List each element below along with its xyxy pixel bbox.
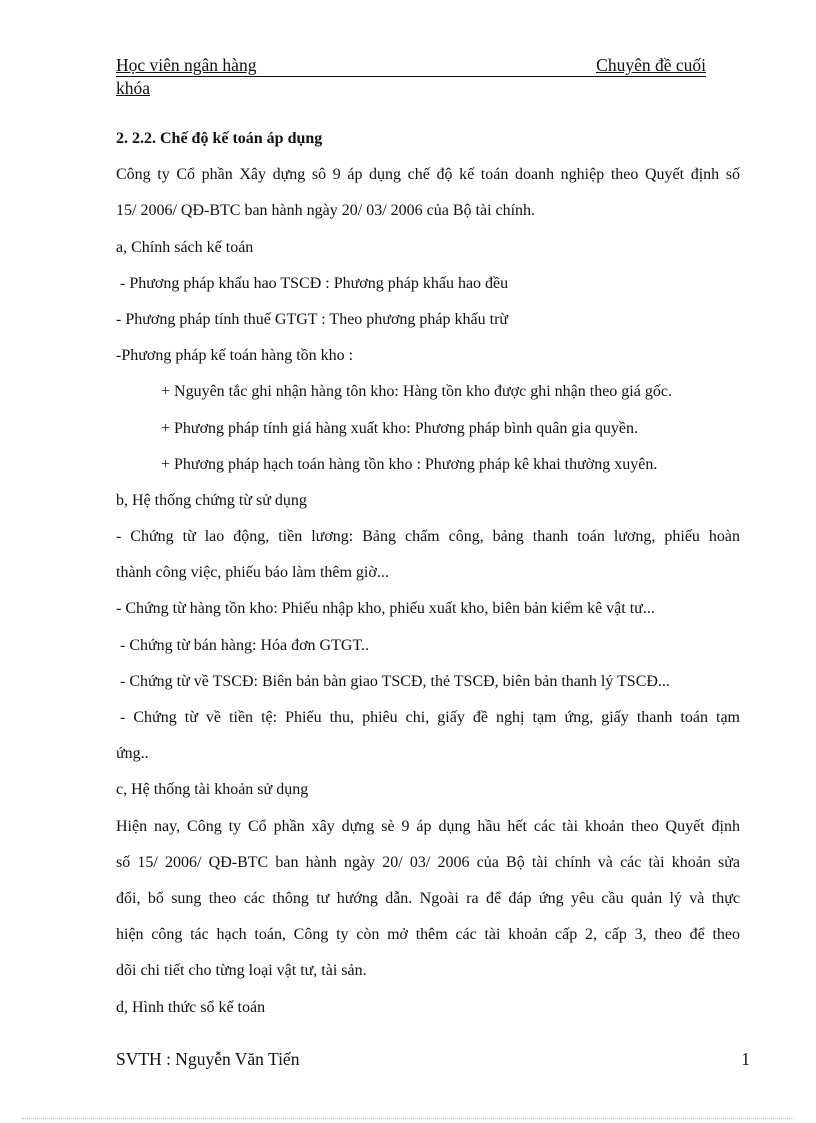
header-report-type: Chuyên đề cuối xyxy=(596,55,706,75)
subsection-title: d, Hình thức sổ kế toán xyxy=(116,998,266,1016)
subsection-title: b, Hệ thống chứng từ sử dụng xyxy=(116,491,307,509)
list-item: - Chứng từ về TSCĐ: Biên bản bàn giao TSCĐ, thẻ TSCĐ, biên bản thanh lý TSCĐ... xyxy=(120,672,670,690)
page-number: 1 xyxy=(741,1049,750,1069)
sub-list-item: + Phương pháp hạch toán hàng tồn kho : Phương pháp kê khai thường xuyên. xyxy=(161,455,658,473)
list-item: - Chứng từ về tiền tệ: Phiếu thu, phiêu chi, giấy đề nghị tạm ứng, giấy thanh toán tạm xyxy=(120,709,740,726)
subsection-title: c, Hệ thống tài khoản sử dụng xyxy=(116,781,309,799)
page-footer xyxy=(116,1049,750,1070)
student-name: SVTH : Nguyễn Văn Tiến xyxy=(116,1049,300,1069)
paragraph-line: số 15/ 2006/ QĐ-BTC ban hành ngày 20/ 03/ 2006 của Bộ tài chính và các tài khoản sửa xyxy=(116,853,740,871)
paragraph-line: đổi, bổ sung theo các thông tư hướng dẫn. Ngoài ra để đáp ứng yêu cầu quản lý và thực xyxy=(116,889,740,907)
subsection-title: a, Chính sách kế toán xyxy=(116,238,254,256)
header-line xyxy=(116,54,706,77)
paragraph-line: dõi chi tiết cho từng loại vật tư, tài sản. xyxy=(116,962,367,980)
sub-list-item: + Phương pháp tính giá hàng xuất kho: Phương pháp bình quân gia quyền. xyxy=(161,419,639,437)
paragraph-line: Hiện nay, Công ty Cổ phần xây dựng sè 9 áp dụng hầu hết các tài khoản theo Quyết định xyxy=(116,817,740,835)
page-bottom-divider xyxy=(22,1118,794,1119)
header-institution: Học viên ngân hàng xyxy=(116,55,257,75)
page-header xyxy=(116,54,706,99)
paragraph-line: thành công việc, phiếu báo làm thêm giờ... xyxy=(116,564,389,582)
list-item: - Chứng từ lao động, tiền lương: Bảng chấm công, bảng thanh toán lương, phiếu hoàn xyxy=(116,528,740,546)
list-item: -Phương pháp kế toán hàng tồn kho : xyxy=(116,347,354,365)
list-item: - Chứng từ bán hàng: Hóa đơn GTGT.. xyxy=(120,636,370,654)
header-continuation: khóa xyxy=(116,78,151,98)
sub-list-item: + Nguyên tắc ghi nhận hàng tôn kho: Hàng tồn kho được ghi nhận theo giá gốc. xyxy=(161,383,672,401)
list-item: - Phương pháp tính thuế GTGT : Theo phương pháp khấu trừ xyxy=(116,310,509,328)
list-item: - Phương pháp khấu hao TSCĐ : Phương pháp khấu hao đều xyxy=(120,274,509,292)
paragraph-line: hiện công tác hạch toán, Công ty còn mở thêm các tài khoản cấp 2, cấp 3, theo để theo xyxy=(116,926,740,944)
list-item: - Chứng từ hàng tồn kho: Phiếu nhập kho, phiếu xuất kho, biên bản kiểm kê vật tư... xyxy=(116,600,655,618)
paragraph-line: 15/ 2006/ QĐ-BTC ban hành ngày 20/ 03/ 2006 của Bộ tài chính. xyxy=(116,202,536,220)
document-body xyxy=(116,125,740,1030)
paragraph-line: Công ty Cổ phần Xây dựng sô 9 áp dụng chế độ kế toán doanh nghiệp theo Quyết định số xyxy=(116,166,740,184)
section-heading: 2. 2.2. Chế độ kế toán áp dụng xyxy=(116,130,323,147)
paragraph-line: ứng.. xyxy=(116,745,149,763)
